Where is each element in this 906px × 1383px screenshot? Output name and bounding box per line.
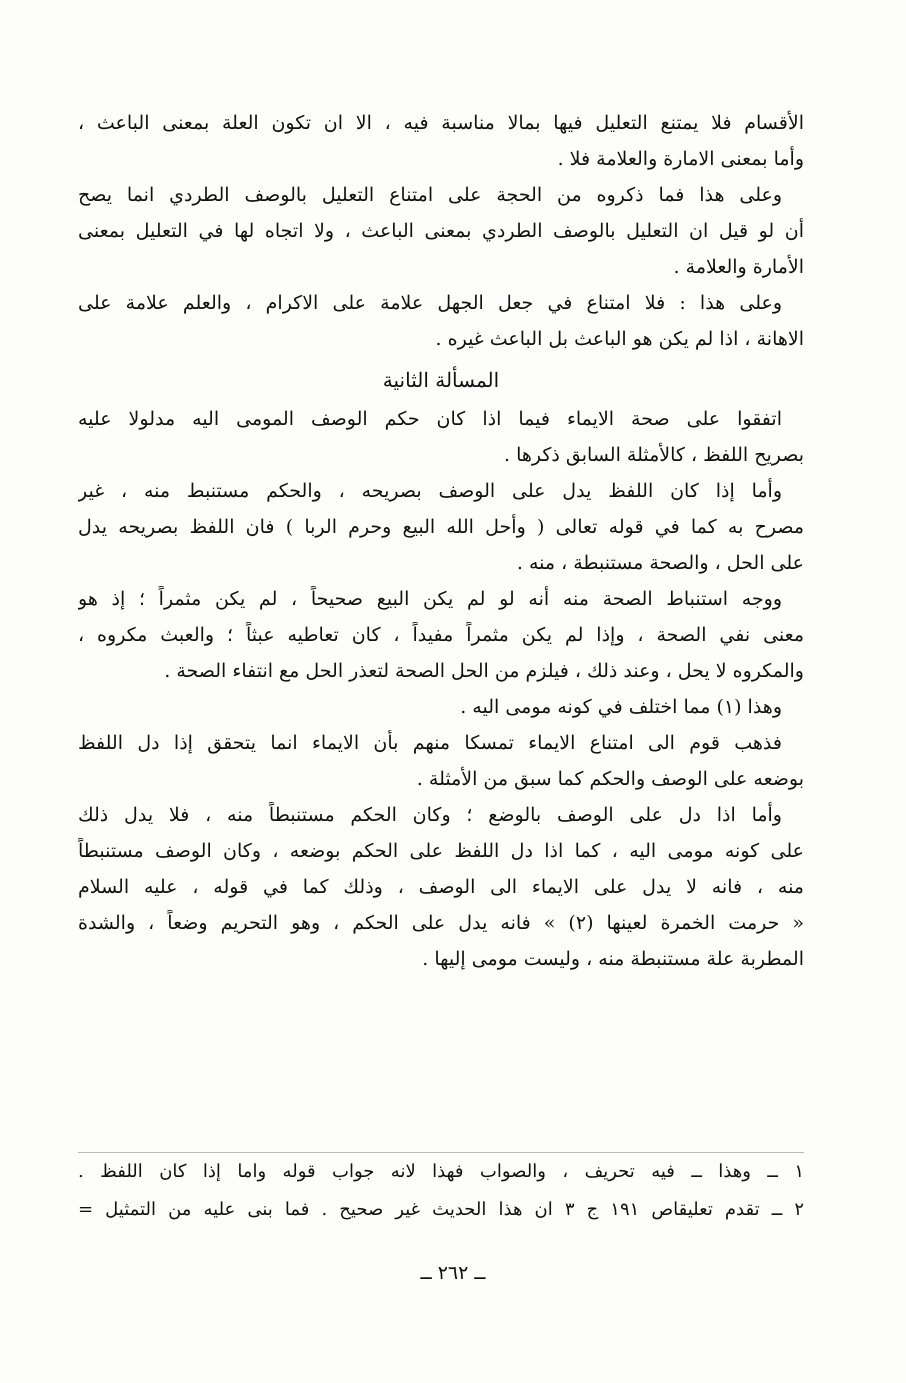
- text-line: ووجه استنباط الصحة منه أنه لو لم يكن البيع صحيحاً ، لم يكن مثمراً ؛ إذ هو: [78, 588, 782, 610]
- text-line: « حرمت الخمرة لعينها (٢) » فانه يدل على الحكم ، وهو التحريم وضعاً ، والشدة: [78, 912, 804, 934]
- footnotes: [78, 1160, 804, 1236]
- section-heading: المسألة الثانية: [382, 368, 500, 392]
- footnote-divider: [78, 1152, 804, 1153]
- footnote: ٢ ــ تقدم تعليقاص ١٩١ ج ٣ ان هذا الحديث غير صحيح . فما بنى عليه من التمثيل =: [78, 1199, 804, 1220]
- main-text: [78, 110, 804, 982]
- text-line: على كونه مومى اليه ، كما اذا دل اللفظ على الحكم بوضعه ، وكان الوصف مستنبطاً: [78, 840, 804, 862]
- text-line: بصريح اللفظ ، كالأمثلة السابق ذكرها .: [503, 444, 804, 466]
- text-line: فذهب قوم الى امتناع الايماء تمسكا منهم بأن الايماء انما يتحقق إذا دل اللفظ: [78, 732, 782, 754]
- page-number: ــ ٢٦٢ ــ: [420, 1262, 486, 1284]
- text-line: اتفقوا على صحة الايماء فيما اذا كان حكم الوصف المومى اليه مدلولا عليه: [78, 408, 782, 430]
- text-line: مصرح به كما في قوله تعالى ( وأحل الله البيع وحرم الربا ) فان اللفظ بصريحه يدل: [78, 516, 804, 538]
- text-line: وهذا (١) مما اختلف في كونه مومى اليه .: [460, 696, 782, 718]
- text-line: والمكروه لا يحل ، وعند ذلك ، فيلزم من الحل الصحة لتعذر الحل مع انتفاء الصحة .: [164, 660, 804, 682]
- text-line: معنى نفي الصحة ، وإذا لم يكن مثمراً مفيداً ، كان تعاطيه عبثاً ؛ والعبث مكروه ،: [78, 624, 804, 646]
- text-line: أن لو قيل ان التعليل بالوصف الطردي بمعنى الباعث ، ولا اتجاه لها في التعليل بمعنى: [78, 220, 804, 242]
- text-line: وأما بمعنى الامارة والعلامة فلا .: [557, 148, 804, 170]
- text-line: وأما اذا دل على الوصف بالوضع ؛ وكان الحكم مستنبطاً منه ، فلا يدل ذلك: [78, 804, 782, 826]
- text-line: بوضعه على الوصف والحكم كما سبق من الأمثلة .: [416, 768, 804, 790]
- footnote: ١ ــ وهذا ــ فيه تحريف ، والصواب فهذا لانه جواب قوله واما إذا كان اللفظ .: [78, 1161, 804, 1182]
- text-line: الأمارة والعلامة .: [673, 256, 804, 278]
- text-line: الاهانة ، اذا لم يكن هو الباعث بل الباعث غيره .: [435, 328, 804, 350]
- text-line: وعلى هذا : فلا امتناع في جعل الجهل علامة على الاكرام ، والعلم علامة على: [78, 292, 782, 314]
- text-line: على الحل ، والصحة مستنبطة ، منه .: [516, 552, 804, 574]
- text-line: المطربة علة مستنبطة منه ، وليست مومى إليها .: [422, 948, 804, 970]
- text-line: وعلى هذا فما ذكروه من الحجة على امتناع التعليل بالوصف الطردي انما يصح: [78, 184, 782, 206]
- text-line: منه ، فانه لا يدل على الايماء الى الوصف ، وذلك كما في قوله ، عليه السلام: [78, 876, 804, 898]
- text-line: الأقسام فلا يمتنع التعليل فيها بمالا مناسبة فيه ، الا ان تكون العلة بمعنى الباعث ،: [78, 112, 804, 134]
- text-line: وأما إذا كان اللفظ يدل على الوصف بصريحه ، والحكم مستنبط منه ، غير: [78, 480, 782, 502]
